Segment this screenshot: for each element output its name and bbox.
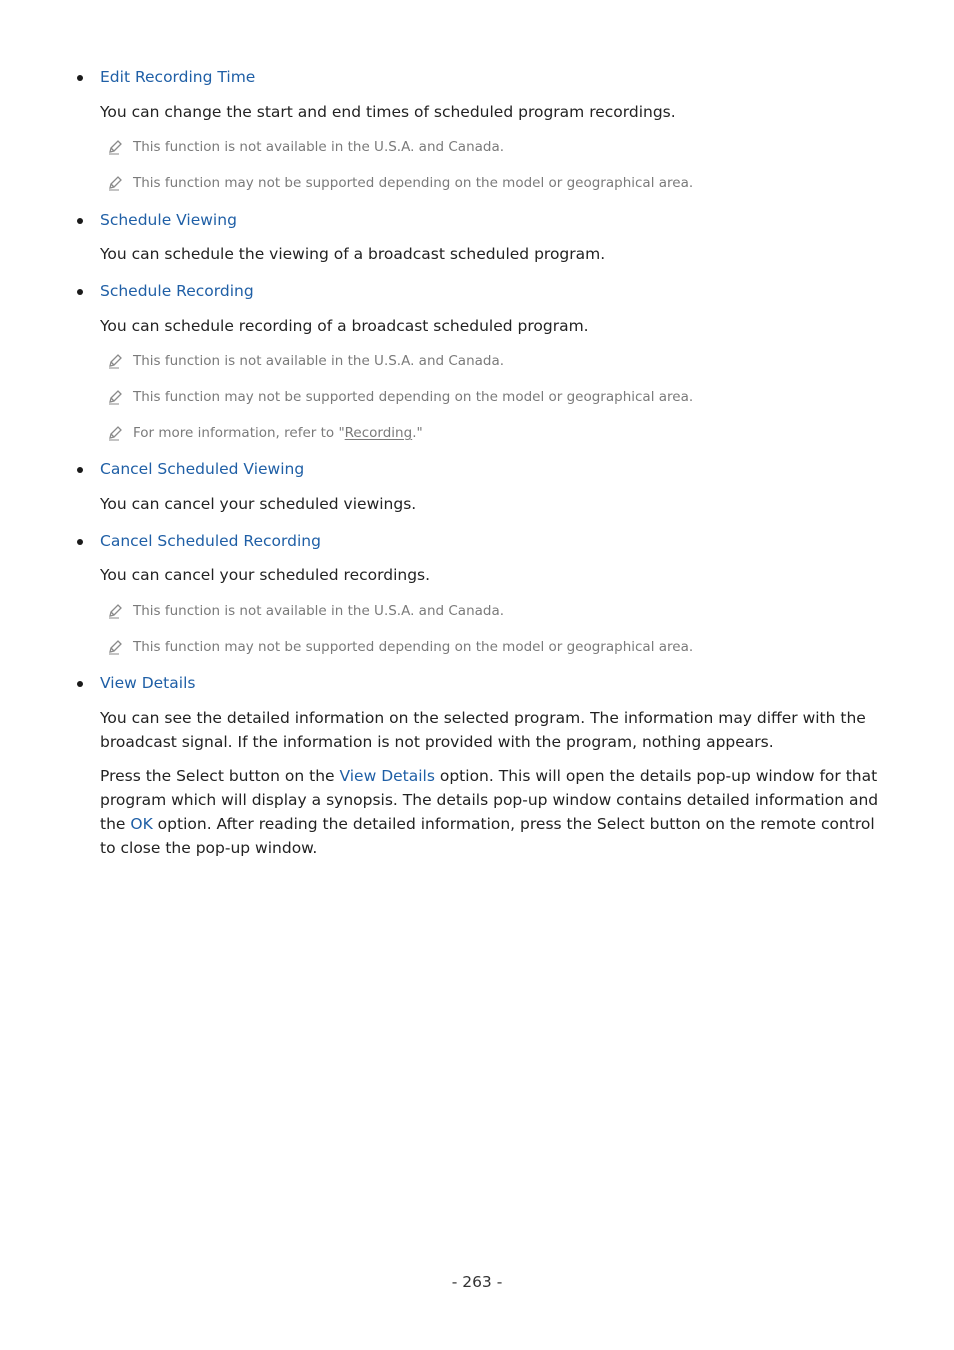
ok-option: OK [130,815,153,833]
paragraph-text: option. After reading the detailed information, press the Select button on the remote control to close the pop-up window. [100,815,875,857]
item-description: You can cancel your scheduled viewings. [100,495,417,513]
item-description: You can schedule recording of a broadcast scheduled program. [100,317,589,335]
note-suffix: ." [412,425,423,441]
pencil-icon [107,639,123,655]
paragraph-text: option. This will open the details pop-up window for that program which will display a synopsis. The details pop-up window contains detailed information and the [100,767,879,833]
bullet [77,289,83,295]
view-details-option: View Details [339,767,435,785]
item-description: You can see the detailed information on the selected program. The information may differ with the broadcast signal. If the information is not provided with the program, nothing appears. [100,709,866,751]
bullet [77,681,83,687]
item-paragraph [100,764,890,860]
item-title: Cancel Scheduled Recording [100,532,321,550]
page-number: - 263 - [451,1273,503,1291]
pencil-icon [107,425,123,441]
bullet [77,539,83,545]
note-text: This function may not be supported depending on the model or geographical area. [133,639,694,655]
bullet [77,218,83,224]
pencil-icon [107,175,123,191]
note-text: This function is not available in the U.S.A. and Canada. [133,139,505,155]
pencil-icon [107,603,123,619]
note-text [133,424,423,442]
note-text: This function may not be supported depending on the model or geographical area. [133,389,694,405]
note-text: This function is not available in the U.S.A. and Canada. [133,603,505,619]
bullet [77,467,83,473]
recording-link[interactable]: Recording [344,425,413,441]
pencil-icon [107,139,123,155]
item-description: You can schedule the viewing of a broadcast scheduled program. [100,245,606,263]
item-description: You can cancel your scheduled recordings. [100,566,431,584]
item-description: You can change the start and end times of scheduled program recordings. [100,103,676,121]
item-title: Cancel Scheduled Viewing [100,460,305,478]
pencil-icon [107,353,123,369]
item-title: View Details [100,674,196,692]
bullet [77,75,83,81]
note-text: This function may not be supported depending on the model or geographical area. [133,175,694,191]
item-title: Edit Recording Time [100,68,256,86]
pencil-icon [107,389,123,405]
note-text: This function is not available in the U.S.A. and Canada. [133,353,505,369]
item-title: Schedule Viewing [100,211,237,229]
note-prefix: For more information, refer to " [133,425,345,441]
item-title: Schedule Recording [100,282,254,300]
paragraph-text: Press the Select button on the [100,767,340,785]
